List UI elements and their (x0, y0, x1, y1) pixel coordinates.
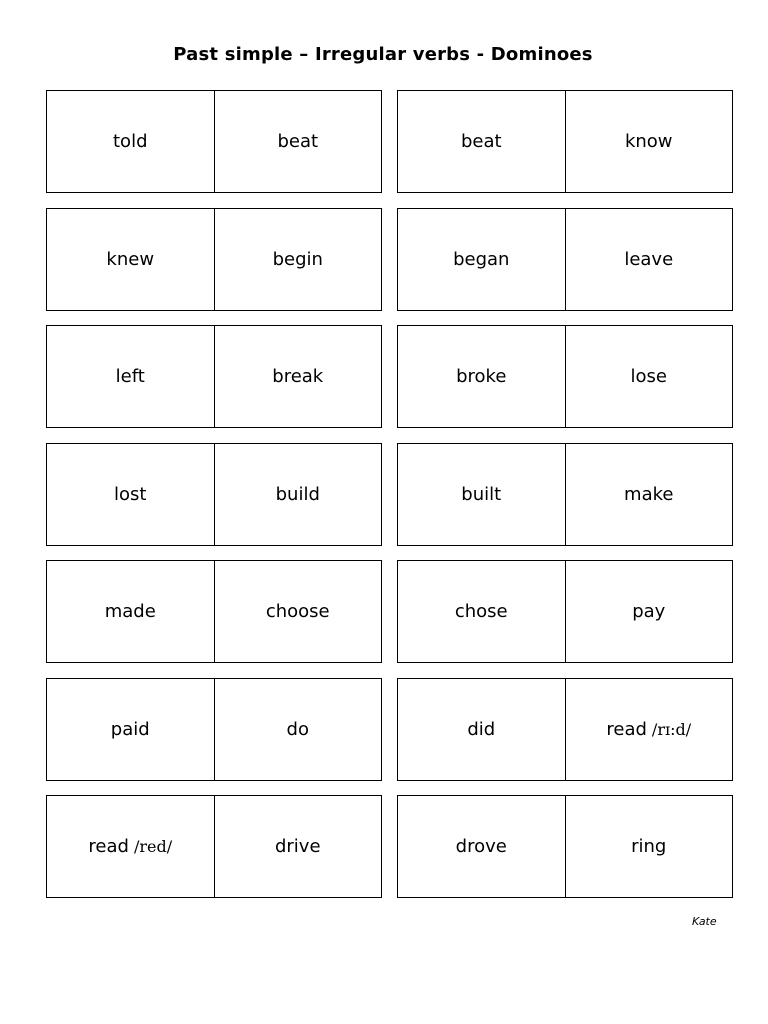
domino-word: build (275, 484, 320, 505)
domino-word: leave (624, 249, 674, 270)
domino-right-half (566, 679, 733, 780)
domino-left-half (47, 326, 215, 427)
domino-word: paid (110, 719, 150, 740)
domino-word: left (115, 366, 145, 387)
phonetic-transcription: /rɪ:d/ (651, 720, 692, 739)
domino-card (46, 795, 382, 898)
page-title: Past simple – Irregular verbs - Dominoes (173, 44, 593, 65)
domino-left-half (398, 679, 566, 780)
domino-card (46, 90, 382, 193)
domino-word: made (104, 601, 156, 622)
domino-right-half (215, 91, 382, 192)
domino-word: built (461, 484, 502, 505)
domino-word: begin (272, 249, 323, 270)
domino-word: broke (456, 366, 507, 387)
domino-card (46, 208, 382, 311)
domino-word: drive (274, 836, 321, 857)
domino-left-half (47, 679, 215, 780)
phonetic-transcription: /red/ (133, 837, 173, 856)
domino-word: beat (277, 131, 319, 152)
domino-left-half (47, 796, 215, 897)
domino-word: read (88, 836, 129, 857)
domino-right-half (566, 326, 733, 427)
domino-left-half (398, 561, 566, 662)
domino-right-half (215, 679, 382, 780)
domino-word: break (272, 366, 324, 387)
domino-word: know (624, 131, 673, 152)
domino-card (397, 443, 733, 546)
domino-card (46, 325, 382, 428)
domino-left-half (398, 444, 566, 545)
domino-right-half (215, 326, 382, 427)
domino-word: began (453, 249, 510, 270)
domino-card (397, 678, 733, 781)
domino-right-half (566, 796, 733, 897)
domino-word: beat (460, 131, 502, 152)
domino-left-half (398, 326, 566, 427)
domino-card (46, 443, 382, 546)
domino-left-half (398, 209, 566, 310)
domino-card (397, 90, 733, 193)
domino-right-half (215, 209, 382, 310)
domino-card (46, 560, 382, 663)
domino-left-half (398, 796, 566, 897)
domino-word: do (286, 719, 309, 740)
domino-right-half (215, 561, 382, 662)
domino-right-half (215, 796, 382, 897)
domino-word: pay (632, 601, 666, 622)
domino-right-half (566, 91, 733, 192)
domino-word: lost (114, 484, 147, 505)
domino-card (397, 560, 733, 663)
domino-card (397, 795, 733, 898)
domino-right-half (566, 209, 733, 310)
domino-word: make (624, 484, 674, 505)
domino-word: drove (455, 836, 507, 857)
domino-word: chose (454, 601, 508, 622)
domino-left-half (47, 91, 215, 192)
domino-card (397, 208, 733, 311)
domino-left-half (47, 209, 215, 310)
domino-card (46, 678, 382, 781)
domino-word: ring (631, 836, 667, 857)
author-credit: Kate (692, 915, 717, 928)
domino-card (397, 325, 733, 428)
domino-right-half (566, 561, 733, 662)
domino-left-half (47, 561, 215, 662)
domino-left-half (398, 91, 566, 192)
domino-word: choose (265, 601, 330, 622)
domino-word: lose (630, 366, 667, 387)
domino-right-half (566, 444, 733, 545)
domino-word: knew (106, 249, 155, 270)
domino-right-half (215, 444, 382, 545)
domino-word: did (467, 719, 496, 740)
domino-left-half (47, 444, 215, 545)
domino-word: read (606, 719, 647, 740)
domino-word: told (113, 131, 148, 152)
